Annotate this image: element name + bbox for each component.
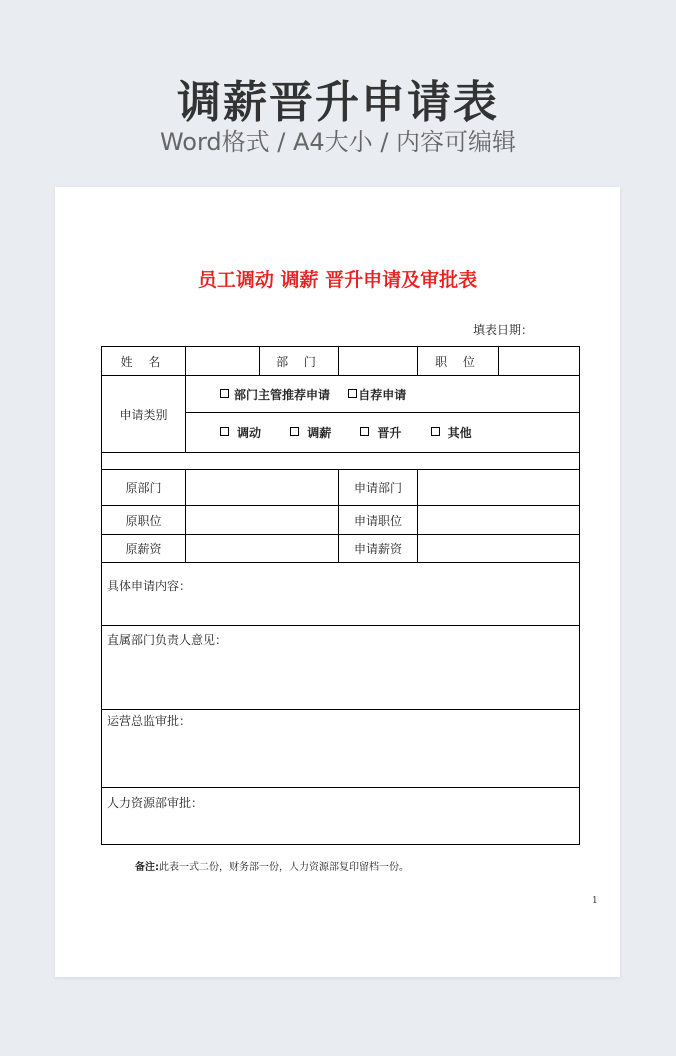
dept-label: 部 门 [260, 347, 339, 376]
name-label: 姓 名 [102, 347, 186, 376]
page-title: 调薪晋升申请表 [177, 77, 499, 128]
checkbox-icon[interactable] [348, 389, 357, 398]
checkbox-icon[interactable] [431, 427, 440, 436]
application-content-area[interactable] [102, 563, 580, 626]
position-field[interactable] [499, 347, 580, 376]
option-transfer[interactable]: 调动 [220, 424, 286, 441]
dept-head-opinion-area[interactable] [102, 626, 580, 710]
original-dept-field[interactable] [186, 470, 339, 506]
ops-director-approval-area[interactable] [102, 710, 580, 788]
ops-director-approval-label: 运营总监审批： [107, 714, 192, 728]
document-title: 员工调动 调薪 晋升申请及审批表 [197, 269, 478, 291]
checkbox-icon[interactable] [360, 427, 369, 436]
position-label: 职 位 [418, 347, 499, 376]
category-options-line1 [186, 376, 580, 413]
checkbox-icon[interactable] [220, 427, 229, 436]
requested-salary-label: 申请薪资 [339, 535, 418, 563]
original-salary-field[interactable] [186, 535, 339, 563]
footnote [135, 858, 409, 873]
footnote-label: 备注: [135, 862, 159, 873]
application-form-table [101, 346, 580, 845]
application-content-label: 具体申请内容： [107, 579, 192, 593]
requested-dept-field[interactable] [418, 470, 580, 506]
original-salary-label: 原薪资 [102, 535, 186, 563]
requested-position-field[interactable] [418, 506, 580, 535]
original-position-label: 原职位 [102, 506, 186, 535]
document-page [55, 187, 620, 977]
requested-dept-label: 申请部门 [339, 470, 418, 506]
option-promotion[interactable]: 晋升 [360, 424, 426, 441]
dept-field[interactable] [339, 347, 418, 376]
option-other[interactable]: 其他 [431, 424, 472, 441]
original-position-field[interactable] [186, 506, 339, 535]
requested-position-label: 申请职位 [339, 506, 418, 535]
footnote-text: 此表一式二份，财务部一份，人力资源部复印留档一份。 [159, 862, 409, 873]
checkbox-icon[interactable] [290, 427, 299, 436]
hr-approval-label: 人力资源部审批： [107, 796, 204, 810]
page-number: 1 [592, 896, 598, 906]
category-label: 申请类别 [102, 376, 186, 453]
checkbox-icon[interactable] [220, 389, 229, 398]
dept-head-opinion-label: 直属部门负责人意见： [107, 633, 228, 647]
original-dept-label: 原部门 [102, 470, 186, 506]
page-subtitle: Word格式 / A4大小 / 内容可编辑 [159, 128, 517, 156]
name-field[interactable] [186, 347, 260, 376]
option-salary-adjust[interactable]: 调薪 [290, 424, 356, 441]
requested-salary-field[interactable] [418, 535, 580, 563]
option-self-recommend[interactable]: 自荐申请 [348, 386, 406, 403]
fill-date-label: 填表日期： [473, 323, 534, 337]
spacer-row [102, 453, 580, 470]
hr-approval-area[interactable] [102, 788, 580, 845]
option-dept-head-recommend[interactable]: 部门主管推荐申请 [220, 386, 344, 403]
category-options-line2 [186, 413, 580, 453]
